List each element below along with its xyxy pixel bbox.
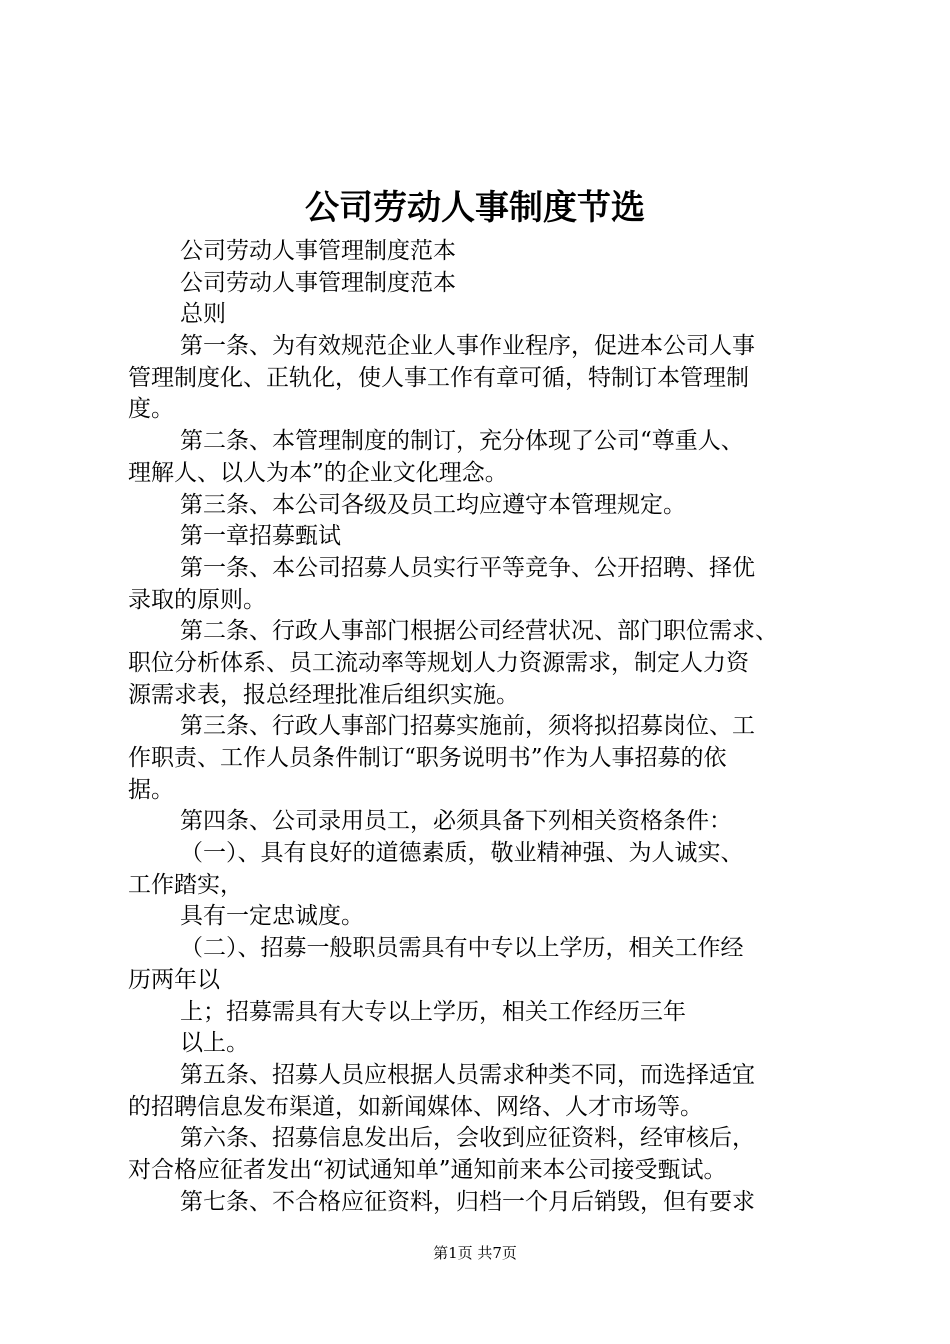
text-line: 的招聘信息发布渠道，如新闻媒体、网络、人才市场等。	[128, 1093, 703, 1120]
text-line: 第三条、行政人事部门招募实施前，须将拟招募岗位、工	[180, 713, 755, 740]
text-line: （一）、具有良好的道德素质，敬业精神强、为人诚实、	[180, 840, 744, 867]
document-title: 公司劳动人事制度节选	[305, 188, 645, 228]
text-line: 历两年以	[128, 966, 220, 993]
text-line: 第二条、本管理制度的制订，充分体现了公司“尊重人、	[180, 428, 744, 455]
text-line: 第五条、招募人员应根据人员需求种类不同，而选择适宜	[180, 1061, 755, 1088]
text-line: 第一条、本公司招募人员实行平等竞争、公开招聘、择优	[180, 554, 755, 581]
text-line: 对合格应征者发出“初试通知单”通知前来本公司接受甄试。	[128, 1156, 727, 1183]
text-line: 作职责、工作人员条件制订“职务说明书”作为人事招募的依	[128, 745, 727, 771]
text-line: 录取的原则。	[128, 586, 266, 613]
text-line: 管理制度化、正轨化，使人事工作有章可循，特制订本管理制	[128, 364, 749, 391]
text-line: 工作踏实，	[128, 871, 243, 898]
text-line: 第四条、公司录用员工，必须具备下列相关资格条件：	[180, 808, 732, 835]
text-line: 第一章招募甄试	[180, 523, 341, 550]
text-line: 据。	[128, 776, 174, 803]
text-line: 总则	[180, 301, 226, 328]
text-line: 源需求表，报总经理批准后组织实施。	[128, 681, 519, 708]
text-line: 第一条、为有效规范企业人事作业程序，促进本公司人事	[180, 333, 755, 360]
text-line: 上；招募需具有大专以上学历，相关工作经历三年	[180, 998, 686, 1025]
text-line: 第六条、招募信息发出后，会收到应征资料，经审核后，	[180, 1125, 755, 1152]
text-line: 第七条、不合格应征资料，归档一个月后销毁，但有要求	[180, 1188, 755, 1215]
page-footer: 第1页 共7页	[433, 1244, 517, 1262]
text-line: （二）、招募一般职员需具有中专以上学历，相关工作经	[180, 935, 744, 962]
text-line: 以上。	[180, 1030, 249, 1057]
text-line: 职位分析体系、员工流动率等规划人力资源需求，制定人力资	[128, 649, 749, 676]
text-line: 具有一定忠诚度。	[180, 903, 364, 930]
text-line: 第三条、本公司各级及员工均应遵守本管理规定。	[180, 491, 686, 518]
text-line: 理解人、以人为本”的企业文化理念。	[128, 459, 508, 486]
text-line: 度。	[128, 396, 174, 423]
text-line: 公司劳动人事管理制度范本	[180, 269, 456, 296]
text-line: 第二条、行政人事部门根据公司经营状况、部门职位需求、	[180, 618, 778, 645]
document-body	[128, 236, 832, 1218]
text-line: 公司劳动人事管理制度范本	[180, 238, 456, 264]
